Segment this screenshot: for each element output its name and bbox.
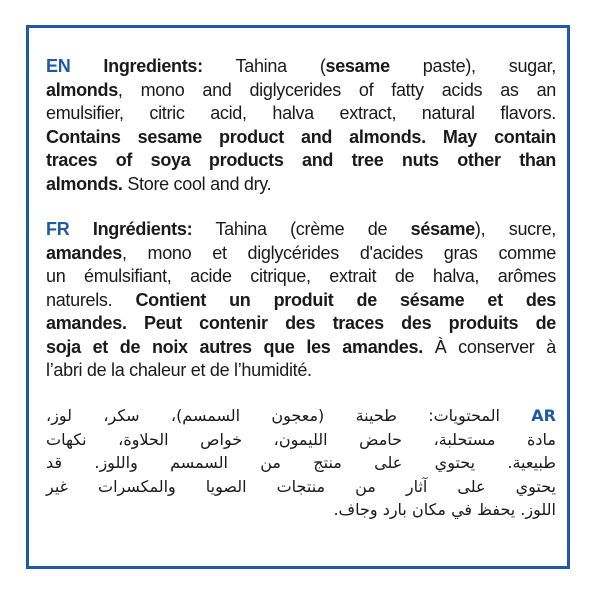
text-segment: مادة مستحلبة، حامض الليمون، خواص الحلاوة، نكهات xyxy=(46,429,556,449)
ingredient-line xyxy=(46,428,556,452)
language-code: AR xyxy=(531,406,556,425)
bold-text: sésame xyxy=(410,219,475,239)
text-segment: , mono and diglycerides of fatty acids as an xyxy=(117,79,556,100)
ingredient-line xyxy=(46,336,556,360)
ingredient-line xyxy=(46,404,556,428)
bold-text: Ingrédients: xyxy=(69,219,193,239)
ingredient-line xyxy=(46,102,556,126)
ingredient-line xyxy=(46,265,556,289)
text-segment: Store cool and dry. xyxy=(122,173,272,194)
bold-text: Contains sesame product and almonds. May contain xyxy=(46,126,556,147)
bold-text: Ingredients: xyxy=(70,56,203,76)
ingredient-line xyxy=(46,312,556,336)
ingredient-line xyxy=(46,289,556,313)
ingredient-line xyxy=(46,242,556,266)
ingredient-line xyxy=(46,451,556,475)
language-code: FR xyxy=(46,219,70,239)
ingredient-line xyxy=(46,79,556,103)
english-ingredients xyxy=(46,55,556,196)
ingredient-line xyxy=(46,359,556,383)
text-segment: Tahina (crème de xyxy=(192,219,411,239)
text-segment: المحتويات: طحينة (معجون السمسم)، سكر، لوز، xyxy=(46,406,532,425)
text-segment: paste), sugar, xyxy=(389,56,556,76)
text-segment: emulsifier, citric acid, halva extract, natural flavors. xyxy=(46,103,556,123)
text-segment: un émulsifiant, acide citrique, extrait de halva, arômes xyxy=(46,266,556,286)
french-ingredients xyxy=(46,218,556,383)
bold-text: almonds. xyxy=(46,173,123,194)
text-segment: , mono et diglycérides d'acides gras comme xyxy=(121,242,556,263)
ingredient-line xyxy=(46,55,556,79)
ingredient-line xyxy=(46,126,556,150)
text-segment: يحتوي على آثار من منتجات الصويا والمكسرات غير xyxy=(46,476,556,496)
ingredient-line xyxy=(46,218,556,242)
ingredient-line xyxy=(46,475,556,499)
text-segment: ), sucre, xyxy=(474,219,556,239)
bold-text: amandes xyxy=(46,242,122,263)
bold-text: amandes. Peut contenir des traces des produits de xyxy=(46,313,556,333)
bold-text: sesame xyxy=(325,56,390,76)
ingredient-line xyxy=(46,149,556,173)
ingredient-line xyxy=(46,498,556,522)
text-segment: naturels. xyxy=(46,289,136,310)
ingredient-line xyxy=(46,173,556,197)
bold-text: almonds xyxy=(46,79,118,100)
text-segment: طبيعية. يحتوي على منتج من السمسم واللوز. قد xyxy=(46,453,556,472)
bold-text: traces of soya products and tree nuts other than xyxy=(46,150,556,170)
text-segment: Tahina ( xyxy=(202,56,326,76)
text-segment: اللوز. يحفظ في مكان بارد وجاف. xyxy=(333,500,556,519)
language-code: EN xyxy=(46,56,71,76)
bold-text: Contient un produit de sésame et des xyxy=(135,289,557,310)
arabic-ingredients xyxy=(46,404,556,522)
text-segment: l’abri de la chaleur et de l’humidité. xyxy=(46,360,312,380)
bold-text: soja et de noix autres que les amandes. xyxy=(46,336,423,357)
text-segment: À conserver à xyxy=(422,336,556,357)
